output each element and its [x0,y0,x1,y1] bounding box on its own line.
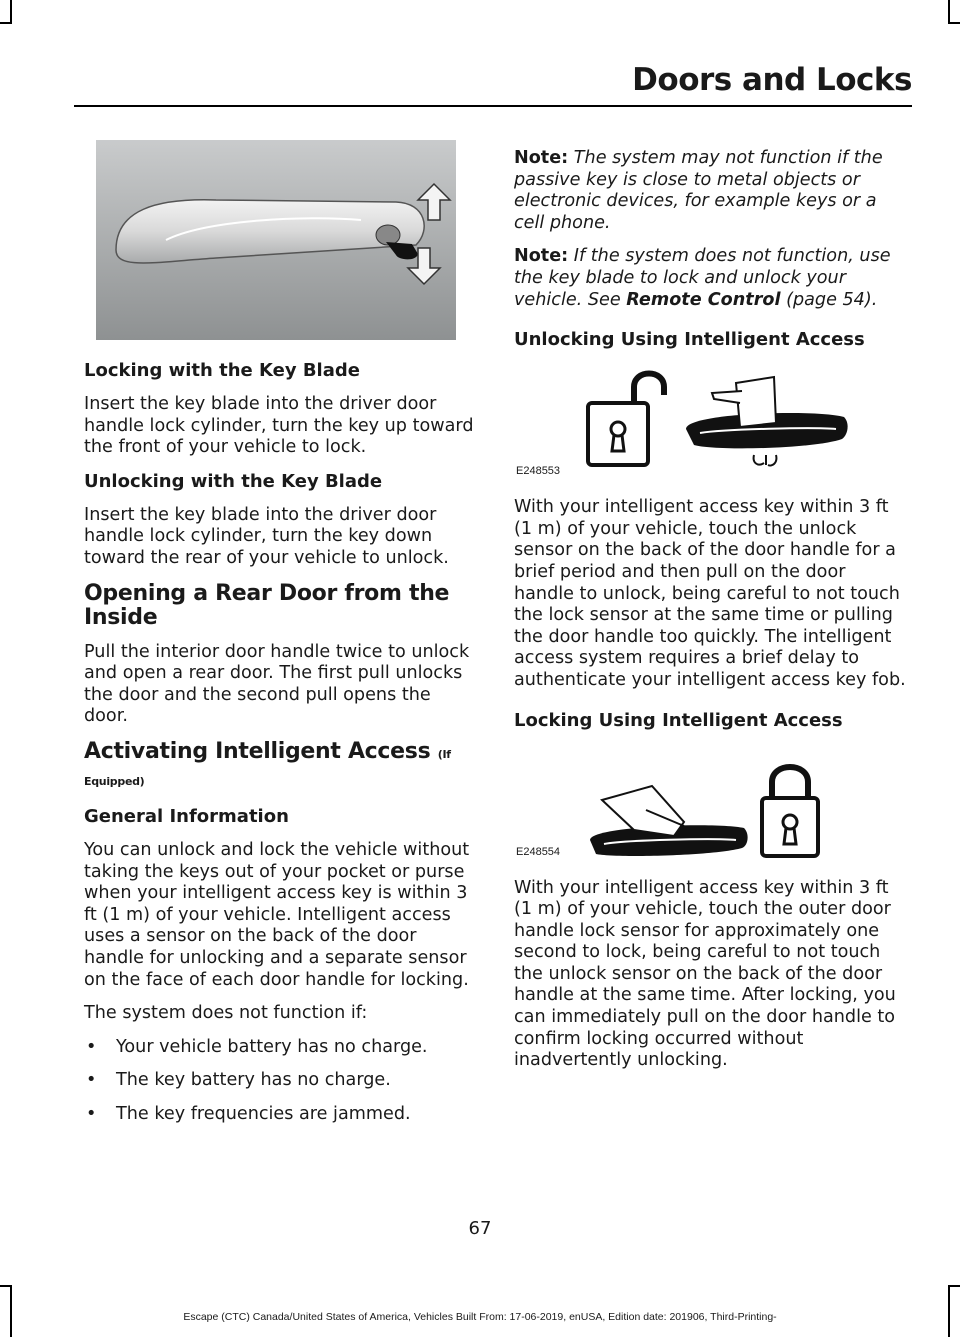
note-2-text-b: (page 54). [786,289,878,310]
activating-heading [84,740,479,794]
page-title: Doors and Locks [632,62,912,98]
note-2 [514,246,909,311]
activating-suffix: (If Equipped) [84,747,451,788]
list-item [84,1104,479,1126]
list-item-text: Your vehicle battery has no charge. [116,1036,428,1057]
locking-heading: Locking Using Intelligent Access [514,709,843,731]
rear-door-text: Pull the interior door handle twice to unlock and open a rear door. The first pull unlocks the door and the second pull opens the door. [84,641,470,727]
figure-code: E248554 [516,845,561,858]
locking-text: With your intelligent access key within 3 ft (1 m) of your vehicle, touch the outer door handle lock sensor for approximately one second to lock, being careful to not touch the unlock sensor on the back of the door handle at the same time. After locking, you can immediately pull on the door handle to confirm locking occurred without inadvertently unlocking. [514,877,896,1071]
note-1 [514,148,909,234]
door-handle-hand-icon [686,377,848,466]
right-column [514,148,909,1084]
unlocking-text: With your intelligent access key within 3 ft (1 m) of your vehicle, touch the unlock sensor on the back of the door handle for a brief period and then pull on the door handle to unlock, being careful to not touch the lock sensor at the same time or pulling the door handle too quickly. The intelligent access system requires a brief delay to authenticate your intelligent access key fob. [514,497,906,690]
unlock-illustration [514,363,909,483]
door-handle-hand-icon [590,786,748,856]
header-rule [74,105,912,107]
remote-control-link[interactable]: Remote Control [626,289,781,310]
door-handle-key-figure [96,140,456,340]
crop-mark [948,22,960,24]
list-item-text: The key battery has no charge. [116,1070,391,1091]
general-text: You can unlock and lock the vehicle without taking the keys out of your pocket or purse when your intelligent access key is within 3 ft (1 m) of your vehicle. Intelligent access uses a sensor on the back of the door handle for unlocking and a separate sensor on the face of each door handle for locking. [84,839,470,990]
list-item [84,1070,479,1092]
note-2-text-a: If the system does not function, use the key blade to lock and unlock your vehicle. See [514,246,891,310]
general-heading: General Information [84,805,289,827]
list-item-text: The key frequencies are jammed. [116,1103,411,1124]
note-2-label: Note: [514,246,569,267]
unlock-blade-text: Insert the key blade into the driver door handle lock cylinder, turn the key down toward the rear of your vehicle to unlock. [84,504,449,568]
crop-mark [948,1285,960,1287]
crop-mark [10,0,12,22]
door-handle-key-illustration [96,140,456,340]
crop-mark [0,22,12,24]
lock-blade-heading: Locking with the Key Blade [84,360,360,381]
figure-code: E248553 [516,465,561,478]
unlock-blade-heading: Unlocking with the Key Blade [84,470,383,492]
crop-mark [0,1285,12,1287]
lock-blade-text: Insert the key blade into the driver door handle lock cylinder, turn the key up toward the front of your vehicle to lock. [84,394,474,458]
unlock-figure [514,363,909,483]
lock-figure [514,744,909,864]
lock-illustration [514,744,909,864]
crop-mark [948,0,950,22]
bullet-symbol: • [86,1070,97,1091]
note-1-label: Note: [514,148,569,168]
note-1-text: The system may not function if the passive key is close to metal objects or electronic devices, for example keys or a cell phone. [514,148,883,233]
footer-text: Escape (CTC) Canada/United States of America, Vehicles Built From: 17-06-2019, enUSA, Edition date: 201906, Third-Printing- [183,1311,777,1323]
locked-padlock-icon [762,767,818,856]
list-item [84,1037,479,1059]
unlocking-heading: Unlocking Using Intelligent Access [514,329,865,351]
not-function-intro: The system does not function if: [84,1003,368,1024]
bullet-symbol: • [86,1036,97,1057]
bullet-symbol: • [86,1103,97,1124]
rear-door-heading: Opening a Rear Door from the Inside [84,580,450,630]
unlocked-padlock-icon [588,374,664,466]
left-column [84,140,479,1137]
page-number: 67 [468,1218,492,1239]
activating-title: Activating Intelligent Access [84,738,431,764]
